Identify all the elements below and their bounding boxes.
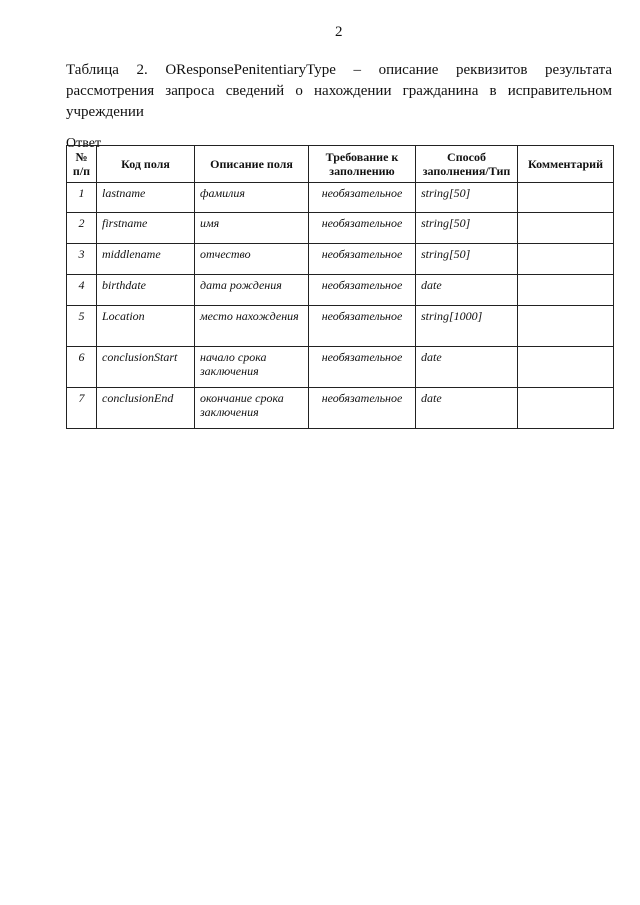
field-type: string[50] xyxy=(416,244,518,275)
properties-table xyxy=(66,145,614,429)
row-number: 5 xyxy=(67,306,97,347)
field-type: string[50] xyxy=(416,183,518,213)
row-number: 6 xyxy=(67,347,97,388)
field-type: string[1000] xyxy=(416,306,518,347)
field-description: фамилия xyxy=(195,183,309,213)
field-requirement: необязательное xyxy=(309,244,416,275)
field-comment xyxy=(518,244,614,275)
row-number: 1 xyxy=(67,183,97,213)
field-requirement: необязательное xyxy=(309,275,416,306)
field-code: conclusionEnd xyxy=(97,388,195,429)
field-code: conclusionStart xyxy=(97,347,195,388)
row-number: 7 xyxy=(67,388,97,429)
table-label: Ответ xyxy=(66,136,102,151)
field-comment xyxy=(518,388,614,429)
header-field-description: Описание поля xyxy=(195,146,309,183)
field-description: отчество xyxy=(195,244,309,275)
field-requirement: необязательное xyxy=(309,183,416,213)
field-code: firstname xyxy=(97,213,195,244)
table-row xyxy=(67,306,614,347)
field-code: lastname xyxy=(97,183,195,213)
table-row xyxy=(67,347,614,388)
field-code: middlename xyxy=(97,244,195,275)
table-row xyxy=(67,213,614,244)
table-row xyxy=(67,275,614,306)
field-requirement: необязательное xyxy=(309,306,416,347)
table-caption: Таблица 2. OResponsePenitentiaryType – описание реквизитов результата рассмотрения запроса сведений о нахождении гражданина в исправительном учреждении xyxy=(66,62,612,120)
field-comment xyxy=(518,275,614,306)
field-comment xyxy=(518,183,614,213)
field-description: начало срока заключения xyxy=(195,347,309,388)
field-type: date xyxy=(416,388,518,429)
field-type: date xyxy=(416,347,518,388)
field-code: birthdate xyxy=(97,275,195,306)
field-code: Location xyxy=(97,306,195,347)
header-comment: Комментарий xyxy=(518,146,614,183)
field-description: окончание срока заключения xyxy=(195,388,309,429)
field-description: имя xyxy=(195,213,309,244)
table-row xyxy=(67,183,614,213)
table-header-row xyxy=(67,146,614,183)
row-number: 4 xyxy=(67,275,97,306)
row-number: 2 xyxy=(67,213,97,244)
row-number: 3 xyxy=(67,244,97,275)
field-comment xyxy=(518,213,614,244)
field-requirement: необязательное xyxy=(309,347,416,388)
field-requirement: необязательное xyxy=(309,213,416,244)
table-row xyxy=(67,388,614,429)
field-comment xyxy=(518,347,614,388)
field-description: дата рождения xyxy=(195,275,309,306)
field-type: date xyxy=(416,275,518,306)
header-requirement: Требование к заполнению xyxy=(309,146,416,183)
field-requirement: необязательное xyxy=(309,388,416,429)
field-description: место нахождения xyxy=(195,306,309,347)
field-comment xyxy=(518,306,614,347)
header-type: Способ заполнения/Тип xyxy=(416,146,518,183)
table-row xyxy=(67,244,614,275)
header-field-code: Код поля xyxy=(97,146,195,183)
field-type: string[50] xyxy=(416,213,518,244)
page-number: 2 xyxy=(335,24,343,40)
header-number: № п/п xyxy=(67,146,97,183)
